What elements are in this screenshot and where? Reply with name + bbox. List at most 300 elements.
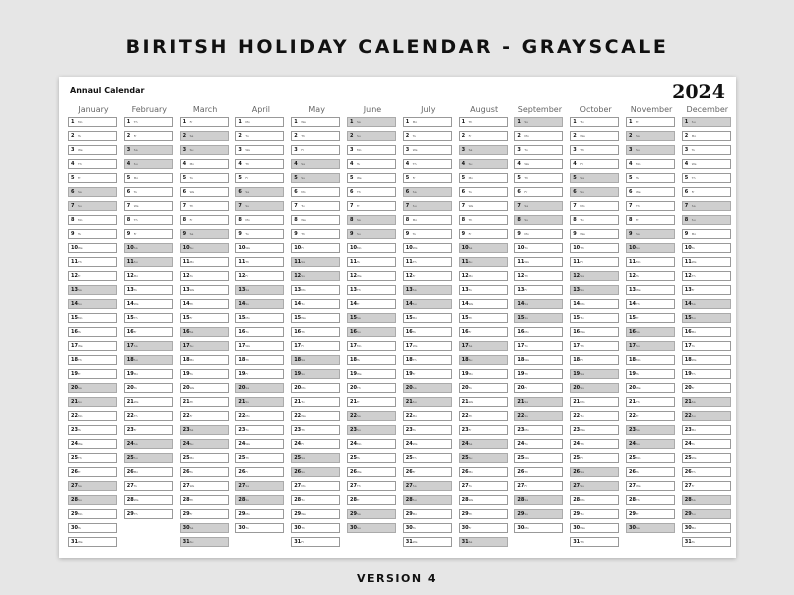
day-cell[interactable]: [682, 439, 731, 449]
day-cell[interactable]: [124, 131, 173, 141]
day-cell[interactable]: [235, 509, 284, 519]
day-cell[interactable]: [68, 299, 117, 309]
day-cell[interactable]: [124, 495, 173, 505]
day-cell[interactable]: [291, 285, 340, 295]
day-cell[interactable]: [235, 257, 284, 267]
day-cell[interactable]: [514, 173, 563, 183]
day-cell[interactable]: [124, 355, 173, 365]
day-cell[interactable]: [291, 369, 340, 379]
day-cell[interactable]: [180, 341, 229, 351]
day-cell[interactable]: [68, 131, 117, 141]
day-cell[interactable]: [124, 397, 173, 407]
day-cell[interactable]: [626, 257, 675, 267]
day-cell[interactable]: [180, 439, 229, 449]
day-cell[interactable]: [570, 145, 619, 155]
day-cell[interactable]: [180, 537, 229, 547]
day-cell[interactable]: [570, 299, 619, 309]
day-cell[interactable]: [626, 481, 675, 491]
day-cell[interactable]: [68, 285, 117, 295]
day-cell[interactable]: [291, 271, 340, 281]
day-cell[interactable]: [68, 355, 117, 365]
day-cell[interactable]: [570, 537, 619, 547]
day-cell[interactable]: [682, 257, 731, 267]
day-cell[interactable]: [124, 341, 173, 351]
day-cell[interactable]: [235, 327, 284, 337]
day-cell[interactable]: [570, 341, 619, 351]
day-cell[interactable]: [291, 131, 340, 141]
day-cell[interactable]: [459, 481, 508, 491]
day-cell[interactable]: [347, 467, 396, 477]
day-cell[interactable]: [291, 229, 340, 239]
day-cell[interactable]: [403, 313, 452, 323]
day-cell[interactable]: [347, 341, 396, 351]
day-cell[interactable]: [347, 229, 396, 239]
day-cell[interactable]: [68, 467, 117, 477]
day-cell[interactable]: [180, 509, 229, 519]
day-cell[interactable]: [459, 341, 508, 351]
day-cell[interactable]: [68, 257, 117, 267]
day-cell[interactable]: [514, 285, 563, 295]
day-cell[interactable]: [347, 313, 396, 323]
day-cell[interactable]: [291, 495, 340, 505]
day-cell[interactable]: [403, 425, 452, 435]
day-cell[interactable]: [180, 453, 229, 463]
day-cell[interactable]: [459, 383, 508, 393]
day-cell[interactable]: [291, 537, 340, 547]
day-cell[interactable]: [626, 467, 675, 477]
day-cell[interactable]: [235, 271, 284, 281]
day-cell[interactable]: [124, 509, 173, 519]
day-cell[interactable]: [235, 243, 284, 253]
day-cell[interactable]: [626, 439, 675, 449]
day-cell[interactable]: [626, 271, 675, 281]
day-cell[interactable]: [180, 523, 229, 533]
day-cell[interactable]: [514, 299, 563, 309]
day-cell[interactable]: [626, 201, 675, 211]
day-cell[interactable]: [180, 481, 229, 491]
day-cell[interactable]: [291, 243, 340, 253]
day-cell[interactable]: [682, 537, 731, 547]
day-cell[interactable]: [235, 285, 284, 295]
day-cell[interactable]: [514, 425, 563, 435]
day-cell[interactable]: [68, 537, 117, 547]
day-cell[interactable]: [235, 495, 284, 505]
day-cell[interactable]: [570, 397, 619, 407]
day-cell[interactable]: [124, 299, 173, 309]
day-cell[interactable]: [570, 481, 619, 491]
day-cell[interactable]: [626, 145, 675, 155]
day-cell[interactable]: [347, 173, 396, 183]
day-cell[interactable]: [347, 285, 396, 295]
day-cell[interactable]: [180, 117, 229, 127]
day-cell[interactable]: [235, 397, 284, 407]
day-cell[interactable]: [180, 397, 229, 407]
day-cell[interactable]: [124, 481, 173, 491]
day-cell[interactable]: [514, 215, 563, 225]
day-cell[interactable]: [347, 131, 396, 141]
day-cell[interactable]: [180, 285, 229, 295]
day-cell[interactable]: [403, 271, 452, 281]
day-cell[interactable]: [180, 215, 229, 225]
day-cell[interactable]: [459, 453, 508, 463]
day-cell[interactable]: [180, 145, 229, 155]
day-cell[interactable]: [403, 285, 452, 295]
day-cell[interactable]: [626, 173, 675, 183]
day-cell[interactable]: [459, 173, 508, 183]
day-cell[interactable]: [514, 509, 563, 519]
day-cell[interactable]: [124, 187, 173, 197]
day-cell[interactable]: [235, 425, 284, 435]
day-cell[interactable]: [68, 243, 117, 253]
day-cell[interactable]: [514, 383, 563, 393]
day-cell[interactable]: [570, 327, 619, 337]
day-cell[interactable]: [347, 523, 396, 533]
day-cell[interactable]: [347, 495, 396, 505]
day-cell[interactable]: [124, 229, 173, 239]
day-cell[interactable]: [68, 145, 117, 155]
day-cell[interactable]: [514, 397, 563, 407]
day-cell[interactable]: [570, 187, 619, 197]
day-cell[interactable]: [514, 523, 563, 533]
day-cell[interactable]: [403, 201, 452, 211]
day-cell[interactable]: [682, 201, 731, 211]
day-cell[interactable]: [235, 173, 284, 183]
day-cell[interactable]: [403, 369, 452, 379]
day-cell[interactable]: [68, 229, 117, 239]
day-cell[interactable]: [626, 383, 675, 393]
day-cell[interactable]: [347, 481, 396, 491]
day-cell[interactable]: [235, 481, 284, 491]
day-cell[interactable]: [403, 131, 452, 141]
day-cell[interactable]: [235, 467, 284, 477]
day-cell[interactable]: [347, 257, 396, 267]
day-cell[interactable]: [68, 341, 117, 351]
day-cell[interactable]: [291, 341, 340, 351]
day-cell[interactable]: [347, 215, 396, 225]
day-cell[interactable]: [570, 201, 619, 211]
day-cell[interactable]: [347, 355, 396, 365]
day-cell[interactable]: [180, 313, 229, 323]
day-cell[interactable]: [514, 341, 563, 351]
day-cell[interactable]: [180, 243, 229, 253]
day-cell[interactable]: [459, 523, 508, 533]
day-cell[interactable]: [347, 439, 396, 449]
day-cell[interactable]: [291, 397, 340, 407]
day-cell[interactable]: [459, 243, 508, 253]
day-cell[interactable]: [291, 201, 340, 211]
day-cell[interactable]: [403, 523, 452, 533]
day-cell[interactable]: [124, 159, 173, 169]
day-cell[interactable]: [459, 271, 508, 281]
day-cell[interactable]: [682, 509, 731, 519]
day-cell[interactable]: [459, 425, 508, 435]
day-cell[interactable]: [459, 285, 508, 295]
day-cell[interactable]: [235, 453, 284, 463]
day-cell[interactable]: [235, 523, 284, 533]
day-cell[interactable]: [124, 327, 173, 337]
day-cell[interactable]: [403, 145, 452, 155]
day-cell[interactable]: [626, 243, 675, 253]
day-cell[interactable]: [682, 145, 731, 155]
day-cell[interactable]: [68, 383, 117, 393]
day-cell[interactable]: [124, 117, 173, 127]
day-cell[interactable]: [626, 425, 675, 435]
day-cell[interactable]: [682, 327, 731, 337]
day-cell[interactable]: [626, 355, 675, 365]
day-cell[interactable]: [180, 299, 229, 309]
day-cell[interactable]: [459, 355, 508, 365]
day-cell[interactable]: [180, 229, 229, 239]
day-cell[interactable]: [403, 453, 452, 463]
day-cell[interactable]: [68, 495, 117, 505]
day-cell[interactable]: [514, 117, 563, 127]
day-cell[interactable]: [459, 201, 508, 211]
day-cell[interactable]: [682, 425, 731, 435]
day-cell[interactable]: [459, 215, 508, 225]
day-cell[interactable]: [180, 425, 229, 435]
day-cell[interactable]: [291, 439, 340, 449]
day-cell[interactable]: [682, 355, 731, 365]
day-cell[interactable]: [403, 229, 452, 239]
day-cell[interactable]: [68, 411, 117, 421]
day-cell[interactable]: [459, 159, 508, 169]
day-cell[interactable]: [514, 271, 563, 281]
day-cell[interactable]: [68, 313, 117, 323]
day-cell[interactable]: [570, 467, 619, 477]
day-cell[interactable]: [682, 313, 731, 323]
day-cell[interactable]: [682, 215, 731, 225]
day-cell[interactable]: [682, 383, 731, 393]
day-cell[interactable]: [235, 201, 284, 211]
day-cell[interactable]: [682, 481, 731, 491]
day-cell[interactable]: [682, 131, 731, 141]
day-cell[interactable]: [235, 131, 284, 141]
day-cell[interactable]: [682, 271, 731, 281]
day-cell[interactable]: [291, 453, 340, 463]
day-cell[interactable]: [570, 369, 619, 379]
day-cell[interactable]: [180, 467, 229, 477]
day-cell[interactable]: [459, 229, 508, 239]
day-cell[interactable]: [459, 327, 508, 337]
day-cell[interactable]: [626, 299, 675, 309]
day-cell[interactable]: [68, 439, 117, 449]
day-cell[interactable]: [347, 369, 396, 379]
day-cell[interactable]: [347, 411, 396, 421]
day-cell[interactable]: [124, 215, 173, 225]
day-cell[interactable]: [626, 509, 675, 519]
day-cell[interactable]: [459, 537, 508, 547]
day-cell[interactable]: [403, 495, 452, 505]
day-cell[interactable]: [124, 201, 173, 211]
day-cell[interactable]: [291, 509, 340, 519]
day-cell[interactable]: [180, 201, 229, 211]
day-cell[interactable]: [514, 481, 563, 491]
day-cell[interactable]: [235, 383, 284, 393]
day-cell[interactable]: [459, 369, 508, 379]
day-cell[interactable]: [124, 467, 173, 477]
day-cell[interactable]: [68, 369, 117, 379]
day-cell[interactable]: [514, 369, 563, 379]
day-cell[interactable]: [682, 341, 731, 351]
day-cell[interactable]: [180, 383, 229, 393]
day-cell[interactable]: [124, 285, 173, 295]
day-cell[interactable]: [235, 369, 284, 379]
day-cell[interactable]: [291, 313, 340, 323]
day-cell[interactable]: [291, 327, 340, 337]
day-cell[interactable]: [291, 383, 340, 393]
day-cell[interactable]: [347, 327, 396, 337]
day-cell[interactable]: [626, 453, 675, 463]
day-cell[interactable]: [403, 117, 452, 127]
day-cell[interactable]: [347, 299, 396, 309]
day-cell[interactable]: [291, 257, 340, 267]
day-cell[interactable]: [570, 159, 619, 169]
day-cell[interactable]: [124, 257, 173, 267]
day-cell[interactable]: [682, 411, 731, 421]
day-cell[interactable]: [180, 271, 229, 281]
day-cell[interactable]: [68, 117, 117, 127]
day-cell[interactable]: [235, 313, 284, 323]
day-cell[interactable]: [291, 425, 340, 435]
day-cell[interactable]: [68, 425, 117, 435]
day-cell[interactable]: [291, 481, 340, 491]
day-cell[interactable]: [514, 229, 563, 239]
day-cell[interactable]: [347, 243, 396, 253]
day-cell[interactable]: [291, 411, 340, 421]
day-cell[interactable]: [514, 313, 563, 323]
day-cell[interactable]: [68, 523, 117, 533]
day-cell[interactable]: [347, 453, 396, 463]
day-cell[interactable]: [403, 397, 452, 407]
day-cell[interactable]: [68, 215, 117, 225]
day-cell[interactable]: [514, 201, 563, 211]
day-cell[interactable]: [68, 173, 117, 183]
day-cell[interactable]: [235, 411, 284, 421]
day-cell[interactable]: [514, 495, 563, 505]
day-cell[interactable]: [291, 159, 340, 169]
day-cell[interactable]: [570, 243, 619, 253]
day-cell[interactable]: [682, 523, 731, 533]
day-cell[interactable]: [124, 411, 173, 421]
day-cell[interactable]: [570, 285, 619, 295]
day-cell[interactable]: [235, 341, 284, 351]
day-cell[interactable]: [124, 453, 173, 463]
day-cell[interactable]: [570, 131, 619, 141]
day-cell[interactable]: [626, 131, 675, 141]
day-cell[interactable]: [514, 159, 563, 169]
day-cell[interactable]: [291, 187, 340, 197]
day-cell[interactable]: [682, 397, 731, 407]
day-cell[interactable]: [682, 187, 731, 197]
day-cell[interactable]: [347, 425, 396, 435]
day-cell[interactable]: [291, 215, 340, 225]
day-cell[interactable]: [180, 173, 229, 183]
day-cell[interactable]: [403, 439, 452, 449]
day-cell[interactable]: [403, 299, 452, 309]
day-cell[interactable]: [403, 187, 452, 197]
day-cell[interactable]: [403, 341, 452, 351]
day-cell[interactable]: [68, 201, 117, 211]
day-cell[interactable]: [626, 411, 675, 421]
day-cell[interactable]: [68, 327, 117, 337]
day-cell[interactable]: [124, 271, 173, 281]
day-cell[interactable]: [235, 229, 284, 239]
day-cell[interactable]: [291, 467, 340, 477]
day-cell[interactable]: [682, 229, 731, 239]
day-cell[interactable]: [180, 159, 229, 169]
day-cell[interactable]: [514, 439, 563, 449]
day-cell[interactable]: [626, 187, 675, 197]
day-cell[interactable]: [403, 537, 452, 547]
day-cell[interactable]: [180, 131, 229, 141]
day-cell[interactable]: [291, 173, 340, 183]
day-cell[interactable]: [626, 159, 675, 169]
day-cell[interactable]: [235, 159, 284, 169]
day-cell[interactable]: [514, 131, 563, 141]
day-cell[interactable]: [626, 285, 675, 295]
day-cell[interactable]: [459, 495, 508, 505]
day-cell[interactable]: [403, 215, 452, 225]
day-cell[interactable]: [682, 299, 731, 309]
day-cell[interactable]: [403, 243, 452, 253]
day-cell[interactable]: [403, 327, 452, 337]
day-cell[interactable]: [570, 257, 619, 267]
day-cell[interactable]: [514, 257, 563, 267]
day-cell[interactable]: [626, 313, 675, 323]
day-cell[interactable]: [347, 117, 396, 127]
day-cell[interactable]: [459, 117, 508, 127]
day-cell[interactable]: [180, 355, 229, 365]
day-cell[interactable]: [68, 159, 117, 169]
day-cell[interactable]: [347, 271, 396, 281]
day-cell[interactable]: [459, 509, 508, 519]
day-cell[interactable]: [570, 453, 619, 463]
day-cell[interactable]: [570, 411, 619, 421]
day-cell[interactable]: [347, 187, 396, 197]
day-cell[interactable]: [235, 439, 284, 449]
day-cell[interactable]: [403, 481, 452, 491]
day-cell[interactable]: [68, 397, 117, 407]
day-cell[interactable]: [459, 313, 508, 323]
day-cell[interactable]: [403, 257, 452, 267]
day-cell[interactable]: [68, 187, 117, 197]
day-cell[interactable]: [347, 397, 396, 407]
day-cell[interactable]: [403, 509, 452, 519]
day-cell[interactable]: [459, 397, 508, 407]
day-cell[interactable]: [68, 453, 117, 463]
day-cell[interactable]: [626, 229, 675, 239]
day-cell[interactable]: [570, 173, 619, 183]
day-cell[interactable]: [570, 271, 619, 281]
day-cell[interactable]: [682, 453, 731, 463]
day-cell[interactable]: [514, 187, 563, 197]
day-cell[interactable]: [403, 411, 452, 421]
day-cell[interactable]: [626, 495, 675, 505]
day-cell[interactable]: [459, 439, 508, 449]
day-cell[interactable]: [459, 131, 508, 141]
day-cell[interactable]: [124, 243, 173, 253]
day-cell[interactable]: [347, 159, 396, 169]
day-cell[interactable]: [682, 495, 731, 505]
day-cell[interactable]: [570, 439, 619, 449]
day-cell[interactable]: [459, 145, 508, 155]
day-cell[interactable]: [235, 355, 284, 365]
day-cell[interactable]: [626, 117, 675, 127]
day-cell[interactable]: [347, 383, 396, 393]
day-cell[interactable]: [570, 215, 619, 225]
day-cell[interactable]: [68, 271, 117, 281]
day-cell[interactable]: [514, 327, 563, 337]
